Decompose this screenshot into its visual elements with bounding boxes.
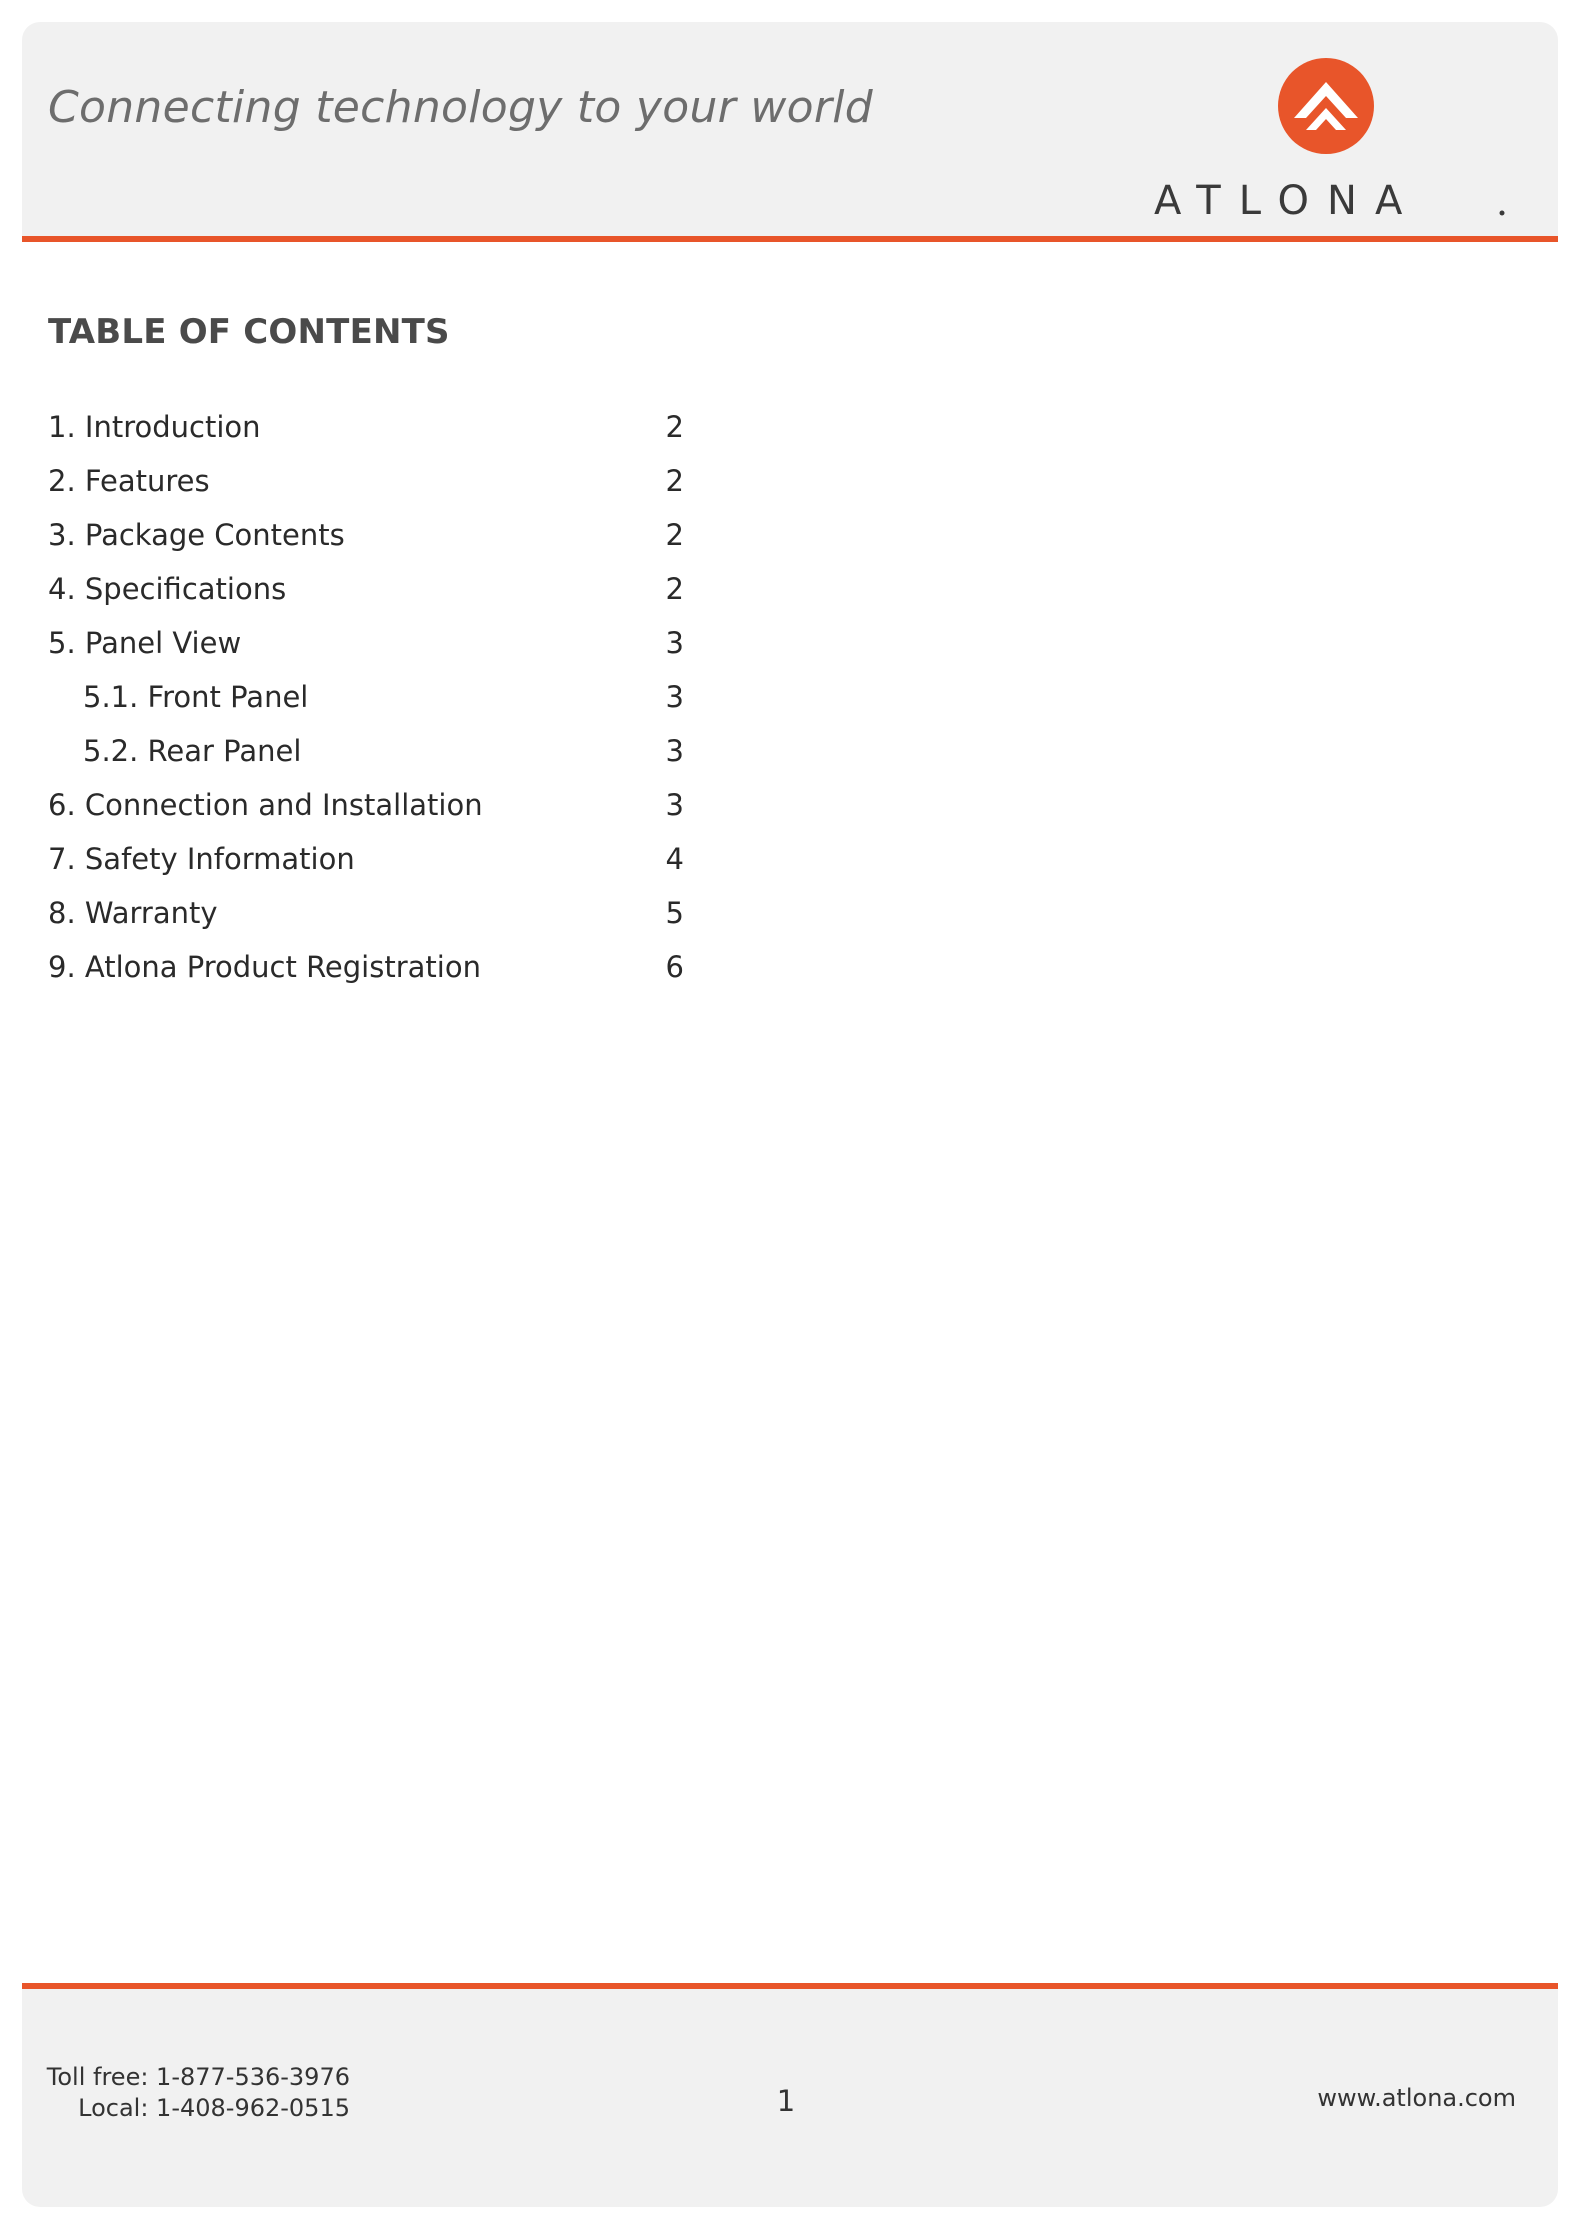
- toc-entry-label: 6. Connection and Installation: [48, 788, 483, 822]
- page-number: 1: [776, 2084, 796, 2118]
- toc-entry-page: 3: [665, 734, 684, 768]
- toc-entry-page: 4: [665, 842, 684, 876]
- toll-free-number: Toll free: 1-877-536-3976: [46, 2063, 350, 2091]
- toc-entry-page: 2: [665, 464, 684, 498]
- header-tagline: Connecting technology to your world: [48, 82, 873, 133]
- toc-entry-page: 2: [665, 518, 684, 552]
- toc-entry-connection-installation[interactable]: [48, 782, 684, 836]
- toc-entry-page: 5: [665, 896, 684, 930]
- toc-entry-warranty[interactable]: [48, 890, 684, 944]
- toc-entry-page: 3: [665, 626, 684, 660]
- atlona-wordmark: [1152, 176, 1512, 220]
- website-link[interactable]: www.atlona.com: [1317, 2084, 1516, 2112]
- toc-entry-page: 2: [665, 410, 684, 444]
- toc-entry-introduction[interactable]: [48, 404, 684, 458]
- brand-wordmark-text: ATLONA: [1154, 178, 1421, 220]
- toc-entry-label: 5.1. Front Panel: [83, 680, 309, 714]
- local-number: Local: 1-408-962-0515: [78, 2094, 350, 2122]
- toc-entry-page: 2: [665, 572, 684, 606]
- toc-entry-page: 3: [665, 680, 684, 714]
- toc-entry-product-registration[interactable]: [48, 944, 684, 998]
- toc-entry-page: 6: [665, 950, 684, 984]
- toc-entry-rear-panel[interactable]: [48, 728, 684, 782]
- toc-entry-panel-view[interactable]: [48, 620, 684, 674]
- toc-list: [48, 404, 684, 998]
- toc-entry-label: 3. Package Contents: [48, 518, 345, 552]
- toc-entry-features[interactable]: [48, 458, 684, 512]
- toc-entry-label: 8. Warranty: [48, 896, 218, 930]
- toc-entry-label: 4. Specifications: [48, 572, 287, 606]
- toc-entry-label: 2. Features: [48, 464, 210, 498]
- toc-entry-label: 7. Safety Information: [48, 842, 355, 876]
- atlona-logo-mark-icon: [1276, 56, 1376, 156]
- toc-entry-specifications[interactable]: [48, 566, 684, 620]
- toc-entry-page: 3: [665, 788, 684, 822]
- header-divider: [22, 236, 1558, 242]
- toc-entry-label: 1. Introduction: [48, 410, 261, 444]
- toc-entry-front-panel[interactable]: [48, 674, 684, 728]
- toc-entry-label: 9. Atlona Product Registration: [48, 950, 481, 984]
- toc-entry-label: 5. Panel View: [48, 626, 242, 660]
- contact-info: [47, 2062, 350, 2124]
- toc-entry-package-contents[interactable]: [48, 512, 684, 566]
- toc-entry-label: 5.2. Rear Panel: [83, 734, 302, 768]
- toc-title: TABLE OF CONTENTS: [48, 312, 450, 352]
- toc-entry-safety-information[interactable]: [48, 836, 684, 890]
